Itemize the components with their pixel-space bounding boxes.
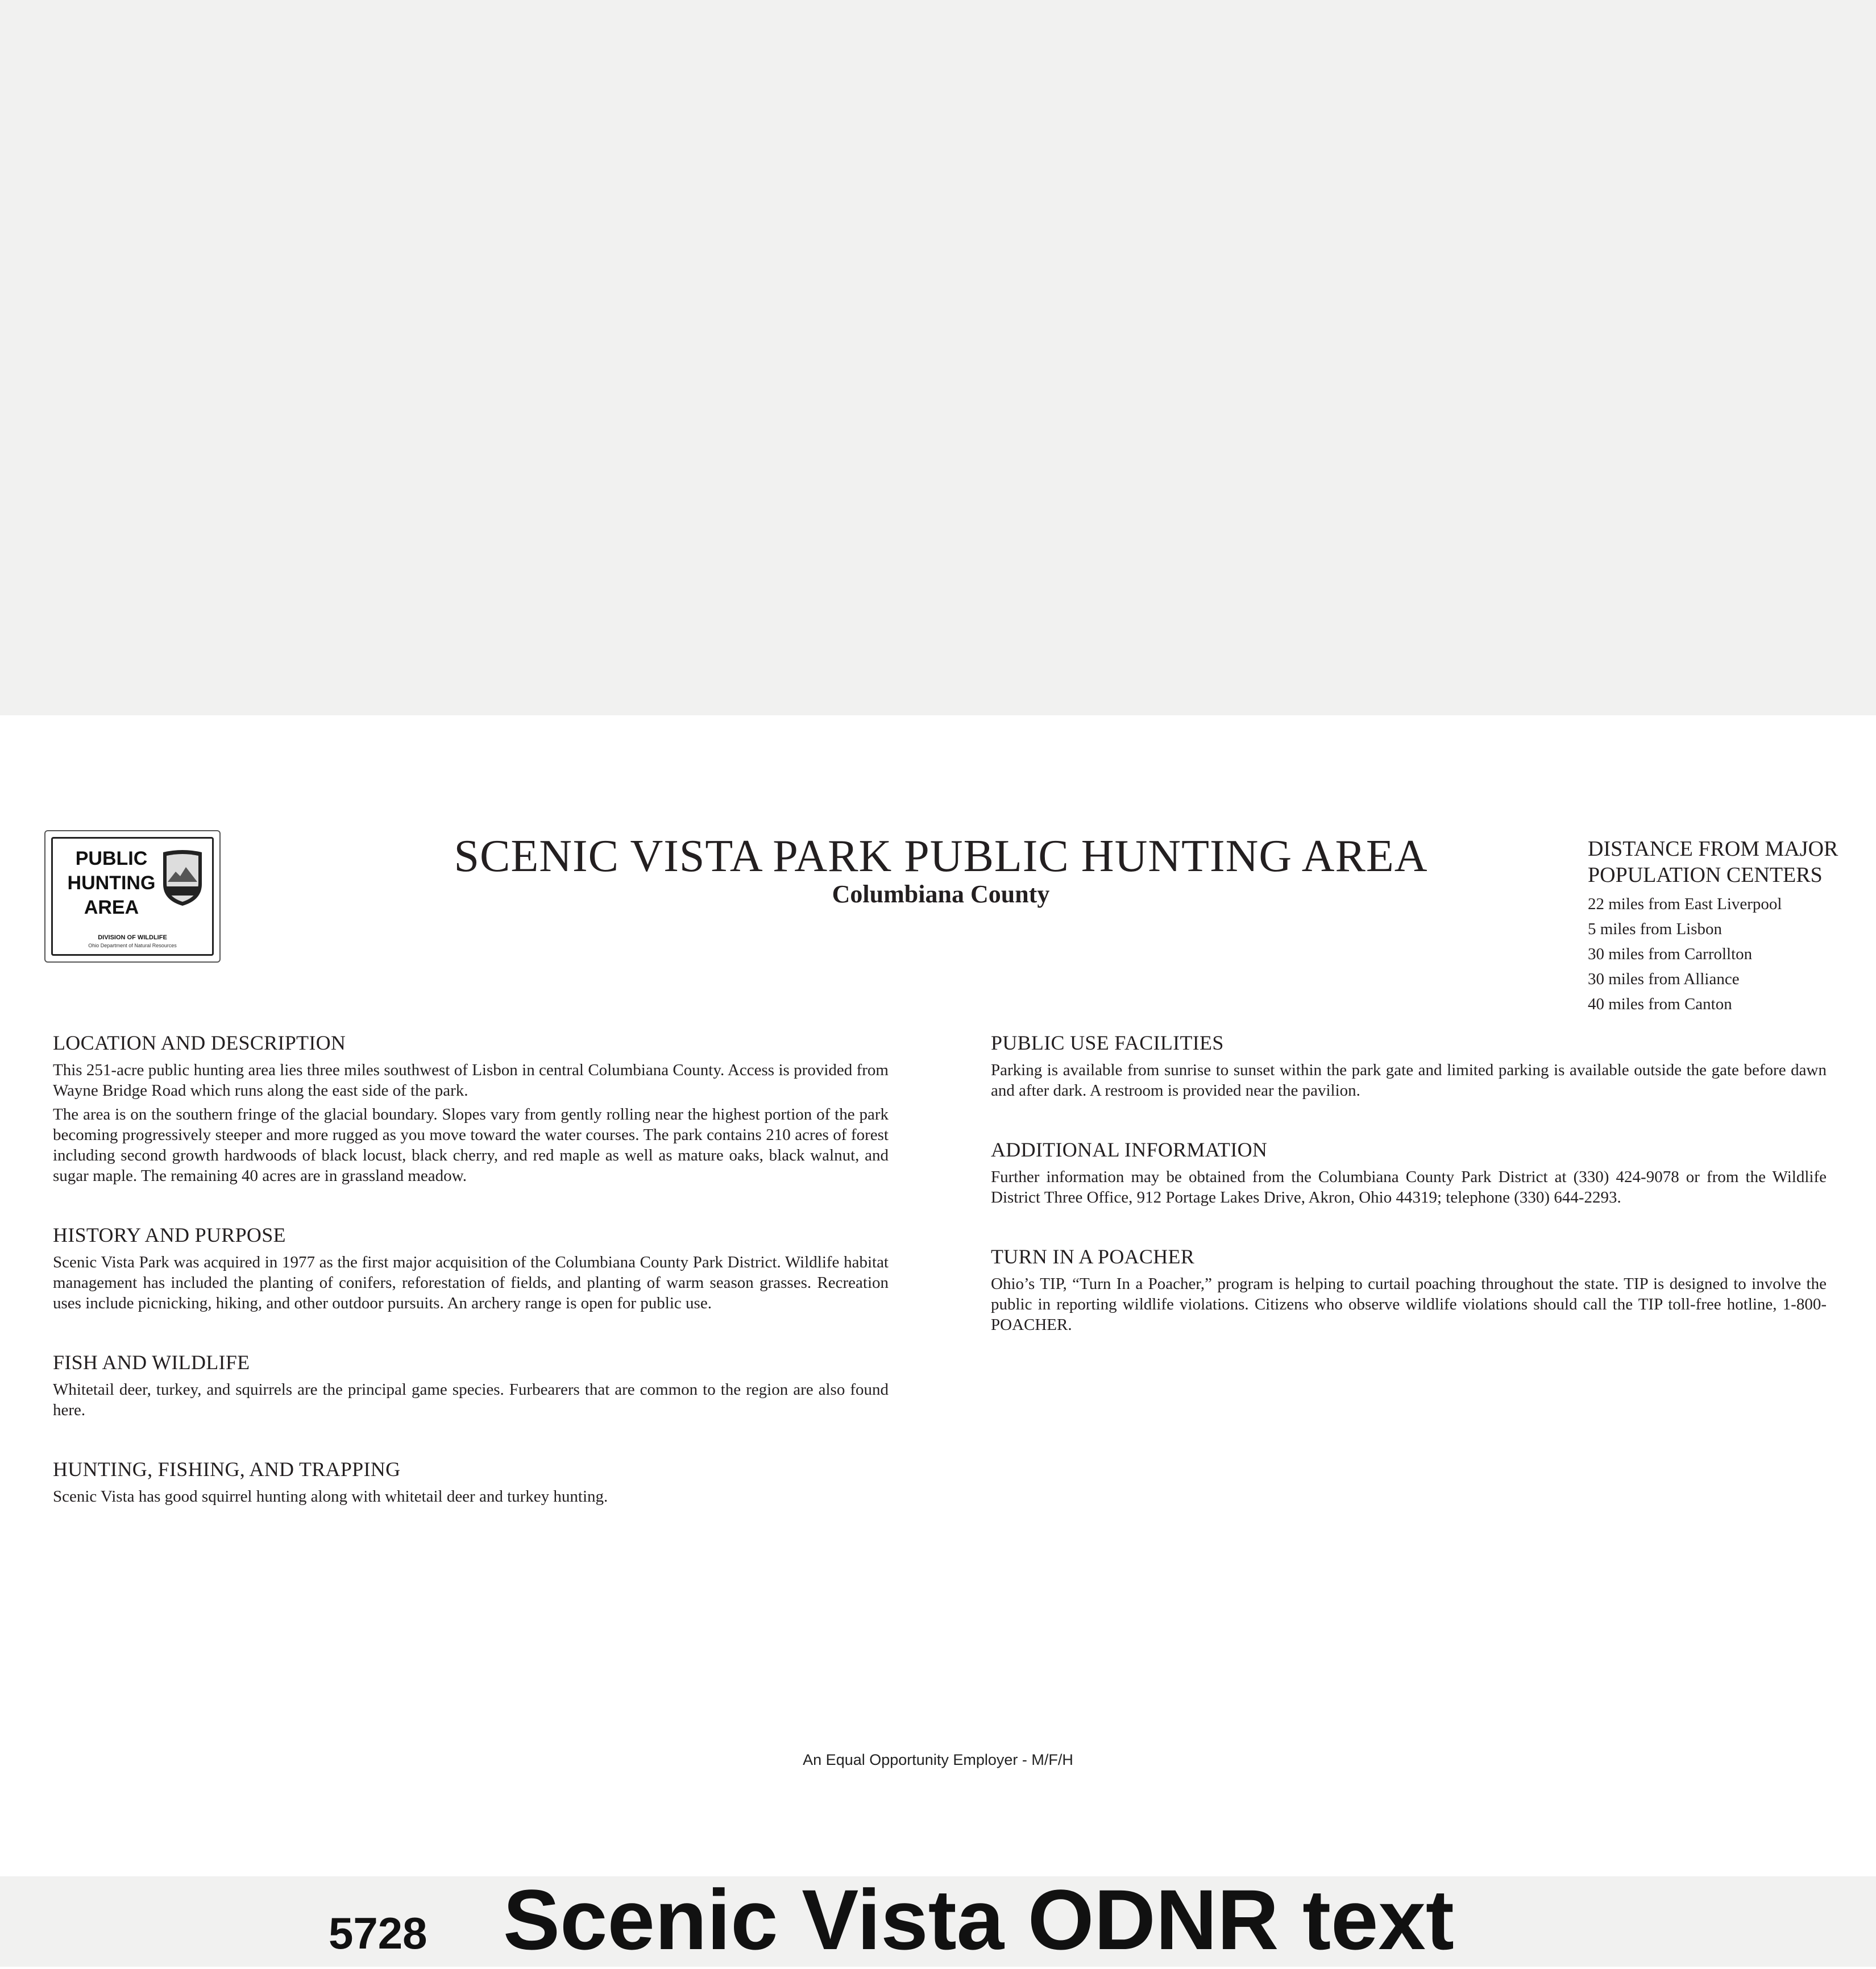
section-fish-wildlife bbox=[53, 1350, 889, 1420]
list-item: 40 miles from Canton bbox=[1588, 995, 1732, 1013]
right-column bbox=[991, 1030, 1827, 1338]
job-label: Scenic Vista ODNR text bbox=[503, 1872, 1454, 1967]
section-paragraph: Whitetail deer, turkey, and squirrels are the principal game species. Furbearers that are common to the region are also found here. bbox=[53, 1381, 889, 1419]
sign-title bbox=[57, 847, 165, 920]
sign-line-public: PUBLIC bbox=[75, 848, 148, 869]
list-item: 22 miles from East Liverpool bbox=[1588, 895, 1782, 913]
page-subtitle: Columbiana County bbox=[832, 880, 1050, 908]
section-hunting bbox=[53, 1457, 889, 1507]
blank-top-band bbox=[0, 0, 1876, 715]
section-history bbox=[53, 1222, 889, 1313]
section-additional bbox=[991, 1137, 1827, 1208]
section-heading: HUNTING, FISHING, AND TRAPPING bbox=[53, 1458, 401, 1481]
section-facilities bbox=[991, 1030, 1827, 1101]
section-paragraph: Parking is available from sunrise to sunset within the park gate and limited parking is available outside the gate before dawn and after dark. A restroom is provided near the pavilion. bbox=[991, 1061, 1827, 1100]
distance-heading-line1: DISTANCE FROM MAJOR bbox=[1588, 837, 1838, 861]
section-heading: HISTORY AND PURPOSE bbox=[53, 1224, 286, 1246]
sign-line-area: AREA bbox=[84, 897, 139, 918]
section-paragraph: Scenic Vista Park was acquired in 1977 as the first major acquisition of the Columbiana County Park District. Wildlife habitat management has included the planting of conifers, reforestation of fields, and planting of warm season grasses. Recreation uses include picnicking, hiking, and other outdoor pursuits. An archery range is open for public use. bbox=[53, 1253, 889, 1312]
list-item: 5 miles from Lisbon bbox=[1588, 920, 1723, 938]
section-heading: ADDITIONAL INFORMATION bbox=[991, 1138, 1268, 1161]
section-paragraph: The area is on the southern fringe of the glacial boundary. Slopes vary from gently rolling near the highest portion of the park becoming progressively steeper and more rugged as you move toward the water courses. The park contains 210 acres of forest including second growth hardwoods of black locust, black cherry, and red maple as well as mature oaks, black walnut, and sugar maple. The remaining 40 acres are in grassland meadow. bbox=[53, 1105, 889, 1185]
sign-department-text: Ohio Department of Natural Resources bbox=[88, 943, 177, 948]
section-heading: TURN IN A POACHER bbox=[991, 1245, 1195, 1268]
sign-division-text: DIVISION OF WILDLIFE bbox=[98, 934, 167, 941]
distance-heading-line2: POPULATION CENTERS bbox=[1588, 863, 1823, 887]
left-column bbox=[53, 1030, 889, 1510]
section-paragraph: This 251-acre public hunting area lies three miles southwest of Lisbon in central Columbiana County. Access is provided from Wayne Bridge Road which runs along the east side of the park. bbox=[53, 1061, 889, 1100]
distance-box bbox=[1588, 836, 1849, 1017]
list-item: 30 miles from Alliance bbox=[1588, 970, 1740, 988]
job-number: 5728 bbox=[329, 1908, 428, 1958]
public-hunting-area-sign bbox=[44, 830, 221, 963]
section-heading: PUBLIC USE FACILITIES bbox=[991, 1031, 1224, 1054]
distance-heading bbox=[1588, 836, 1849, 888]
section-heading: LOCATION AND DESCRIPTION bbox=[53, 1031, 346, 1054]
section-location bbox=[53, 1030, 889, 1186]
equal-opportunity-footer: An Equal Opportunity Employer - M/F/H bbox=[803, 1751, 1073, 1768]
distance-list bbox=[1588, 892, 1849, 1017]
sign-line-hunting: HUNTING bbox=[67, 872, 156, 894]
section-heading: FISH AND WILDLIFE bbox=[53, 1351, 250, 1374]
section-paragraph: Further information may be obtained from the Columbiana County Park District at (330) 424-9078 or from the Wildlife District Three Office, 912 Portage Lakes Drive, Akron, Ohio 44319; telephone (330) 644-2293. bbox=[991, 1168, 1827, 1207]
section-paragraph: Scenic Vista has good squirrel hunting along with whitetail deer and turkey hunting. bbox=[53, 1487, 608, 1506]
section-poacher bbox=[991, 1244, 1827, 1335]
section-paragraph: Ohio’s TIP, “Turn In a Poacher,” program is helping to curtail poaching throughout the state. TIP is designed to involve the public in reporting wildlife violations. Citizens who observe wildlife violations should call the TIP toll-free hotline, 1-800-POACHER. bbox=[991, 1275, 1827, 1334]
page-title: SCENIC VISTA PARK PUBLIC HUNTING AREA bbox=[454, 831, 1428, 881]
ohio-division-of-wildlife-badge-icon bbox=[160, 849, 205, 908]
list-item: 30 miles from Carrollton bbox=[1588, 945, 1753, 963]
sign-border bbox=[51, 837, 214, 956]
